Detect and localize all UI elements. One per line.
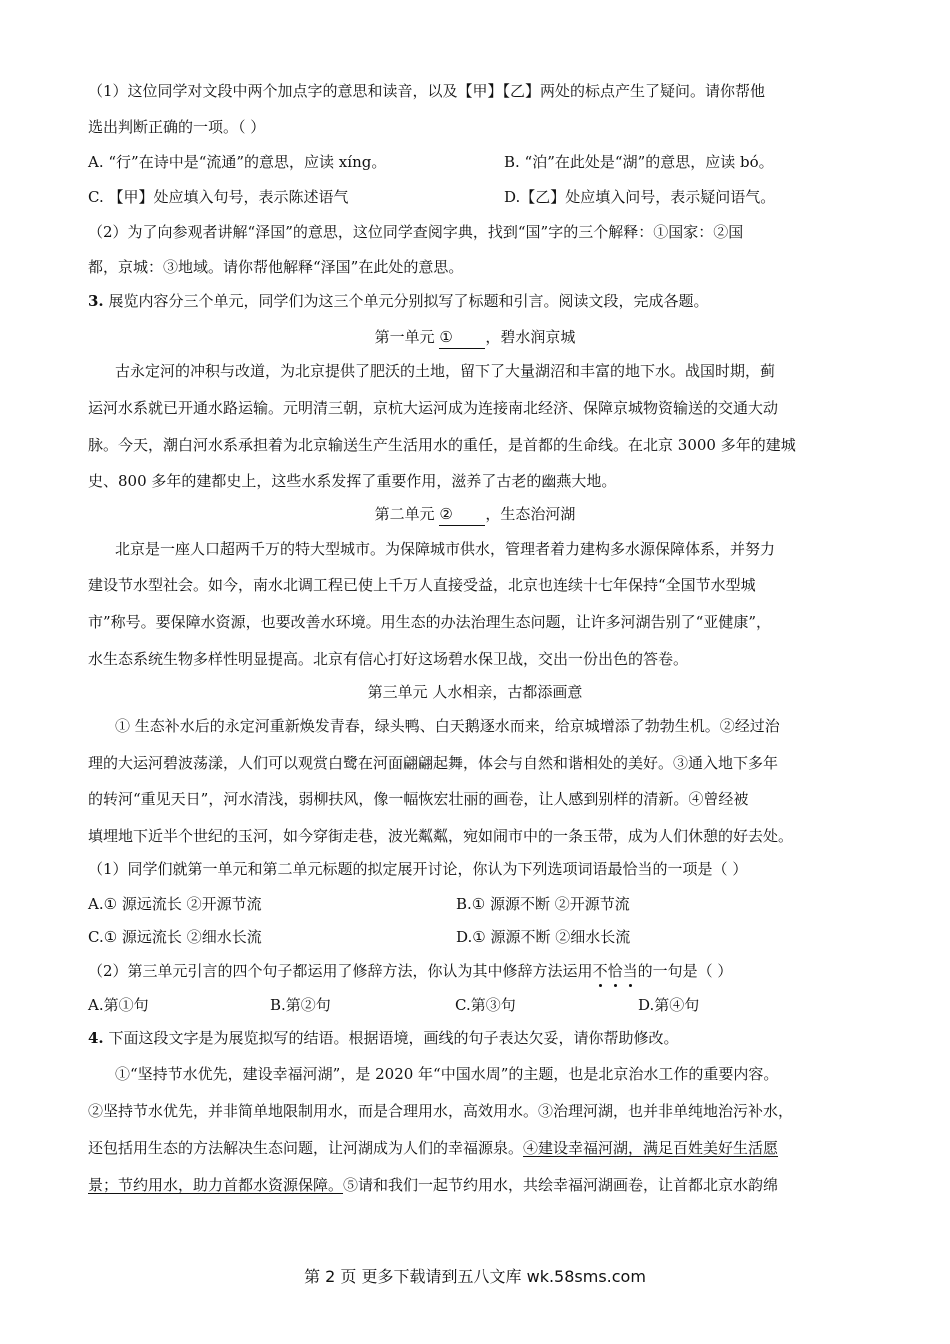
unit1-prefix: 第一单元	[374, 328, 435, 346]
q2-sub2-line2: 都，京城：③地域。请你帮他解释“泽国”在此处的意思。	[88, 258, 464, 276]
unit2-title	[0, 503, 950, 526]
q2-sub1-line1: （1）这位同学对文段中两个加点字的意思和读音，以及【甲】【乙】两处的标点产生了疑问。请你帮他	[88, 82, 766, 100]
q3-number: 3.	[88, 292, 104, 310]
q4-para-line2: ②坚持节水优先，并非简单地限制用水，而是合理用水，高效用水。③治理河湖，也并非单纯地治污补水，	[88, 1102, 794, 1120]
q2-sub1-line2: 选出判断正确的一项。（ ）	[88, 118, 266, 136]
q3-sub2-option-c: C.第③句	[455, 996, 516, 1014]
emphasis-char-2: 恰	[607, 962, 623, 980]
unit2-para-line1: 北京是一座人口超两千万的特大型城市。为保障城市供水，管理者着力建构多水源保障体系，并努力	[115, 540, 776, 558]
q4-para-line3	[88, 1137, 778, 1159]
q2-option-a: A. “行”在诗中是“流通”的意思，应读 xíng。	[88, 153, 387, 171]
q3-sub2-option-b: B.第②句	[270, 996, 331, 1014]
q2-option-c: C. 【甲】处应填入句号，表示陈述语气	[88, 188, 349, 206]
q2-option-b: B. “泊”在此处是“湖”的意思，应读 bó。	[504, 153, 774, 171]
q3-sub2-post: 的一句是（ ）	[637, 962, 733, 980]
unit3-para-line2: 理的大运河碧波荡漾，人们可以观赏白鹭在河面翩翩起舞，体会与自然和谐相处的美好。③通入地下多年	[88, 754, 779, 772]
unit2-para-line2: 建设节水型社会。如今，南水北调工程已使上千万人直接受益，北京也连续十七年保持“全国节水型城	[88, 576, 756, 594]
q3-sub1: （1）同学们就第一单元和第二单元标题的拟定展开讨论，你认为下列选项词语最恰当的一项是（ ）	[88, 860, 748, 878]
q3-sub1-option-b: B.① 源源不断 ②开源节流	[456, 895, 630, 913]
q3-sub2-option-a: A.第①句	[88, 996, 149, 1014]
q3-sub1-option-d: D.① 源源不断 ②细水长流	[456, 928, 631, 946]
q4-intro-text: 下面这段文字是为展览拟写的结语。根据语境，画线的句子表达欠妥，请你帮助修改。	[108, 1029, 679, 1047]
unit1-suffix: ，碧水润京城	[485, 328, 576, 346]
q2-sub2-line1: （2）为了向参观者讲解“泽国”的意思，这位同学查阅字典，找到“国”字的三个解释：①国家：②国	[88, 223, 744, 241]
q4-para-line3-text: 还包括用生态的方法解决生态问题，让河湖成为人们的幸福源泉。	[88, 1139, 524, 1157]
unit1-para-line4: 史、800 多年的建都史上，这些水系发挥了重要作用，滋养了古老的幽燕大地。	[88, 472, 617, 490]
unit1-blank: ①	[439, 326, 485, 349]
q2-option-d: D.【乙】处应填入问号，表示疑问语气。	[504, 188, 776, 206]
q3-intro-text: 展览内容分三个单元，同学们为这三个单元分别拟写了标题和引言。阅读文段，完成各题。	[108, 292, 709, 310]
q3-sub1-option-c: C.① 源远流长 ②细水长流	[88, 928, 262, 946]
unit2-suffix: ，生态治河湖	[485, 505, 576, 523]
q3-sub2-pre: （2）第三单元引言的四个句子都运用了修辞方法，你认为其中修辞方法运用	[88, 962, 593, 980]
unit1-para-line2: 运河水系就已开通水路运输。元明清三朝，京杭大运河成为连接南北经济、保障京城物资输送的交通大动	[88, 399, 779, 417]
q4-underlined-sentence-part2: 景；节约用水，助力首都水资源保障。	[88, 1176, 344, 1194]
emphasis-char-1: 不	[592, 962, 608, 980]
unit2-para-line4: 水生态系统生物多样性明显提高。北京有信心打好这场碧水保卫战，交出一份出色的答卷。	[88, 650, 689, 668]
unit1-title	[0, 326, 950, 349]
unit3-title: 第三单元 人水相亲，古都添画意	[367, 683, 583, 701]
q4-para-line4	[88, 1174, 778, 1196]
emphasis-char-3: 当	[622, 962, 638, 980]
unit3-para-line4: 填埋地下近半个世纪的玉河，如今穿街走巷，波光粼粼，宛如闹市中的一条玉带，成为人们休憩的好去处。	[88, 827, 794, 845]
q4-para-line4-text: ⑤请和我们一起节约用水，共绘幸福河湖画卷，让首都北京水韵绵	[343, 1176, 779, 1194]
unit2-para-line3: 市”称号。要保障水资源，也要改善水环境。用生态的办法治理生态问题，让许多河湖告别了“亚健康”，	[88, 613, 772, 631]
q4-intro	[88, 1027, 678, 1049]
q4-para-line1: ①“坚持节水优先，建设幸福河湖”，是 2020 年“中国水周”的主题，也是北京治水工作的重要内容。	[115, 1065, 779, 1083]
unit2-blank: ②	[439, 503, 485, 526]
q3-sub2-option-d: D.第④句	[638, 996, 700, 1014]
q3-intro	[88, 290, 708, 312]
q4-underlined-sentence-part1: ④建设幸福河湖，满足百姓美好生活愿	[523, 1139, 779, 1157]
q3-sub1-option-a: A.① 源远流长 ②开源节流	[88, 895, 262, 913]
q4-number: 4.	[88, 1029, 104, 1047]
q3-sub2	[88, 960, 732, 982]
unit3-para-line3: 的转河“重见天日”，河水清浅，弱柳扶风，像一幅恢宏壮丽的画卷，让人感到别样的清新。④曾经被	[88, 790, 749, 808]
unit2-prefix: 第二单元	[374, 505, 435, 523]
unit1-para-line3: 脉。今天，潮白河水系承担着为北京输送生产生活用水的重任，是首都的生命线。在北京 3000 多年的建城	[88, 436, 796, 454]
page-footer: 第 2 页 更多下载请到五八文库 wk.58sms.com	[304, 1267, 646, 1286]
unit3-para-line1: ① 生态补水后的永定河重新焕发青春，绿头鸭、白天鹅逐水而来，给京城增添了勃勃生机。②经过治	[115, 717, 780, 735]
unit1-para-line1: 古永定河的冲积与改道，为北京提供了肥沃的土地，留下了大量湖沼和丰富的地下水。战国时期，蓟	[115, 362, 776, 380]
